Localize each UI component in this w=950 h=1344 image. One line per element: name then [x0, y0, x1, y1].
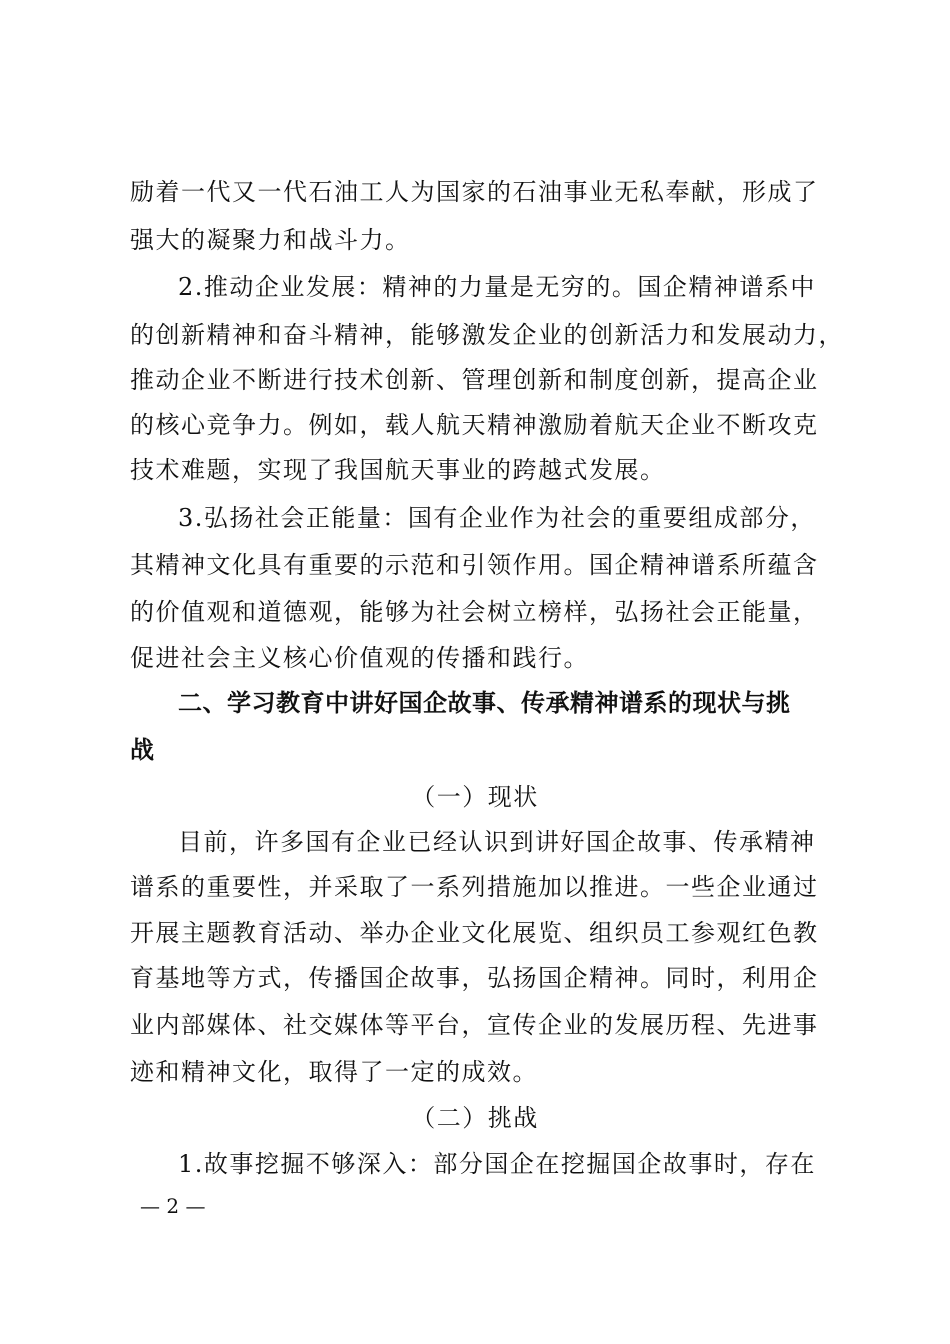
paragraph-line: 强大的凝聚力和战斗力。 [130, 226, 411, 254]
paragraph-line: 3.弘扬社会正能量：国有企业作为社会的重要组成部分， [178, 504, 816, 532]
paragraph-line: 谱系的重要性，并采取了一系列措施加以推进。一些企业通过 [130, 873, 819, 901]
section-heading-continuation: 战 [130, 736, 155, 764]
paragraph-line: 开展主题教育活动、举办企业文化展览、组织员工参观红色教 [130, 919, 819, 947]
paragraph-line: 的创新精神和奋斗精神，能够激发企业的创新活力和发展动力， [130, 321, 844, 349]
paragraph-line: 目前，许多国有企业已经认识到讲好国企故事、传承精神 [178, 828, 816, 856]
paragraph-line: 励着一代又一代石油工人为国家的石油事业无私奉献，形成了 [130, 178, 819, 206]
paragraph-line: 2.推动企业发展：精神的力量是无穷的。国企精神谱系中 [178, 273, 816, 301]
paragraph-line: 推动企业不断进行技术创新、管理创新和制度创新，提高企业 [130, 366, 819, 394]
page-number: — 2 — [140, 1194, 206, 1218]
paragraph-line: 的核心竞争力。例如，载人航天精神激励着航天企业不断攻克 [130, 411, 819, 439]
paragraph-line: 促进社会主义核心价值观的传播和践行。 [130, 644, 589, 672]
subsection-heading: （二）挑战 [411, 1104, 539, 1132]
paragraph-line: 育基地等方式，传播国企故事，弘扬国企精神。同时，利用企 [130, 964, 819, 992]
section-heading: 二、学习教育中讲好国企故事、传承精神谱系的现状与挑 [178, 689, 791, 717]
paragraph-line: 其精神文化具有重要的示范和引领作用。国企精神谱系所蕴含 [130, 551, 819, 579]
paragraph-line: 迹和精神文化，取得了一定的成效。 [130, 1058, 538, 1086]
paragraph-line: 的价值观和道德观，能够为社会树立榜样，弘扬社会正能量， [130, 598, 819, 626]
paragraph-line: 技术难题，实现了我国航天事业的跨越式发展。 [130, 456, 666, 484]
paragraph-line: 1.故事挖掘不够深入：部分国企在挖掘国企故事时，存在 [178, 1150, 816, 1178]
subsection-heading: （一）现状 [411, 783, 539, 811]
paragraph-line: 业内部媒体、社交媒体等平台，宣传企业的发展历程、先进事 [130, 1011, 819, 1039]
